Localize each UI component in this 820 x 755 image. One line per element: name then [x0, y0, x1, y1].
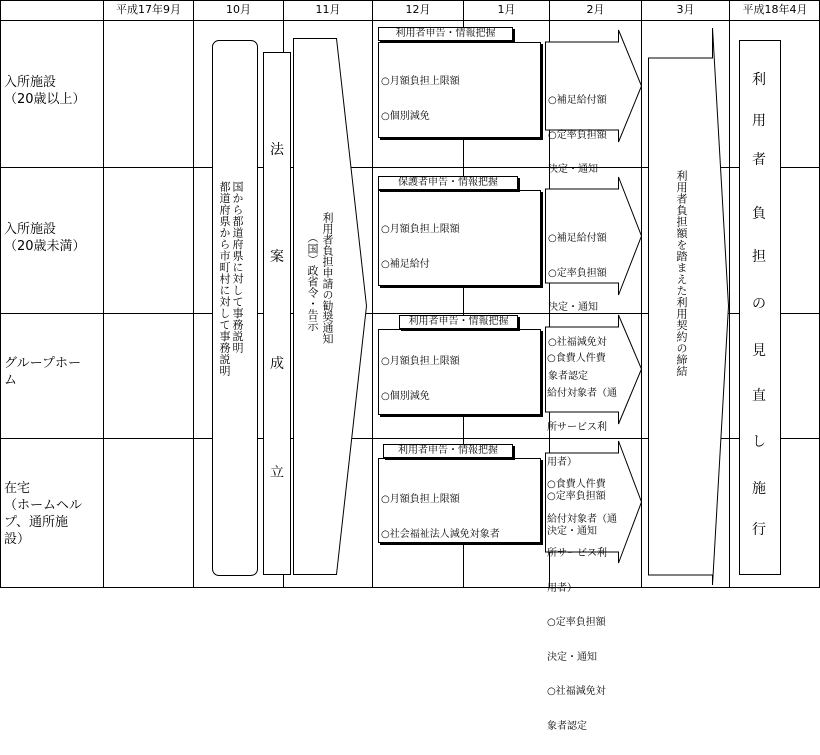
march-arrow	[649, 28, 729, 585]
april-char-10: 施	[752, 481, 766, 497]
month-header-mar: 3月	[676, 3, 695, 16]
month-header-feb: 2月	[586, 3, 605, 16]
row-label-group-home: グループホー ム	[4, 356, 81, 388]
info-box-row4: ○月額負担上限額 ○社会福祉法人減免対象者	[378, 458, 541, 543]
march-contract-text: 利用者負担額を踏まえた利用契約の締結	[675, 170, 688, 377]
april-char-7: 見	[752, 343, 766, 359]
month-header-jan: 1月	[497, 3, 516, 16]
april-char-8: 直	[752, 388, 766, 404]
month-header-dec: 12月	[405, 3, 431, 16]
april-char-1: 利	[752, 72, 766, 88]
info-box-row2: ○月額負担上限額 ○補足給付	[378, 190, 541, 286]
nov-arrow-line2: （国）政省令・告示	[306, 232, 319, 331]
april-implementation-box	[739, 40, 781, 575]
april-char-11: 行	[752, 522, 766, 538]
april-char-9: し	[752, 434, 766, 450]
law-char-3: 成	[270, 356, 284, 372]
result-row3: ○食費人件費 給付対象者（通 所サービス利 用者） ○定率負担額 決定・通知	[547, 353, 617, 537]
tag-row2: 保護者申告・情報把握	[378, 176, 518, 190]
tag-row4: 利用者申告・情報把握	[383, 444, 513, 458]
result-row2: ○補足給付額 ○定率負担額 決定・通知 ○社福減免対 象者認定	[548, 233, 607, 382]
april-char-5: 担	[752, 249, 766, 265]
month-header-sep: 平成17年9月	[116, 3, 181, 16]
month-header-apr: 平成18年4月	[742, 3, 808, 16]
april-char-2: 用	[752, 113, 766, 129]
law-char-2: 案	[270, 249, 284, 265]
result-row4: ○食費人件費 給付対象者（通 所サービス利 用者） ○定率負担額 決定・通知 ○社福減免対 象者認定	[547, 479, 617, 732]
row-label-minor-facility: 入所施設 （20歳未満）	[4, 222, 86, 254]
briefing-notice-line2: 都道府県から市町村に対して事務説明	[218, 181, 231, 377]
nov-arrow-line1: 利用者負担申請の勧奨通知	[321, 212, 334, 344]
row-label-adult-facility: 入所施設 （20歳以上）	[4, 75, 86, 107]
month-header-oct: 10月	[226, 3, 251, 16]
april-char-4: 負	[752, 206, 766, 222]
april-char-6: の	[752, 296, 766, 312]
month-header-nov: 11月	[315, 3, 341, 16]
law-char-1: 法	[270, 142, 284, 158]
briefing-notice-line1: 国から都道府県に対して事務説明	[231, 181, 244, 354]
result-row1: ○補足給付額 ○定率負担額 決定・通知	[548, 95, 607, 175]
april-char-3: 者	[752, 152, 766, 168]
tag-row1: 利用者申告・情報把握	[378, 27, 513, 41]
law-char-4: 立	[270, 465, 284, 481]
info-box-row1: ○月額負担上限額 ○個別減免	[378, 42, 541, 138]
tag-row3: 利用者申告・情報把握	[399, 315, 518, 329]
info-box-row3: ○月額負担上限額 ○個別減免	[378, 329, 541, 415]
row-label-home-care: 在宅 （ホームヘル プ、通所施 設）	[4, 481, 83, 547]
